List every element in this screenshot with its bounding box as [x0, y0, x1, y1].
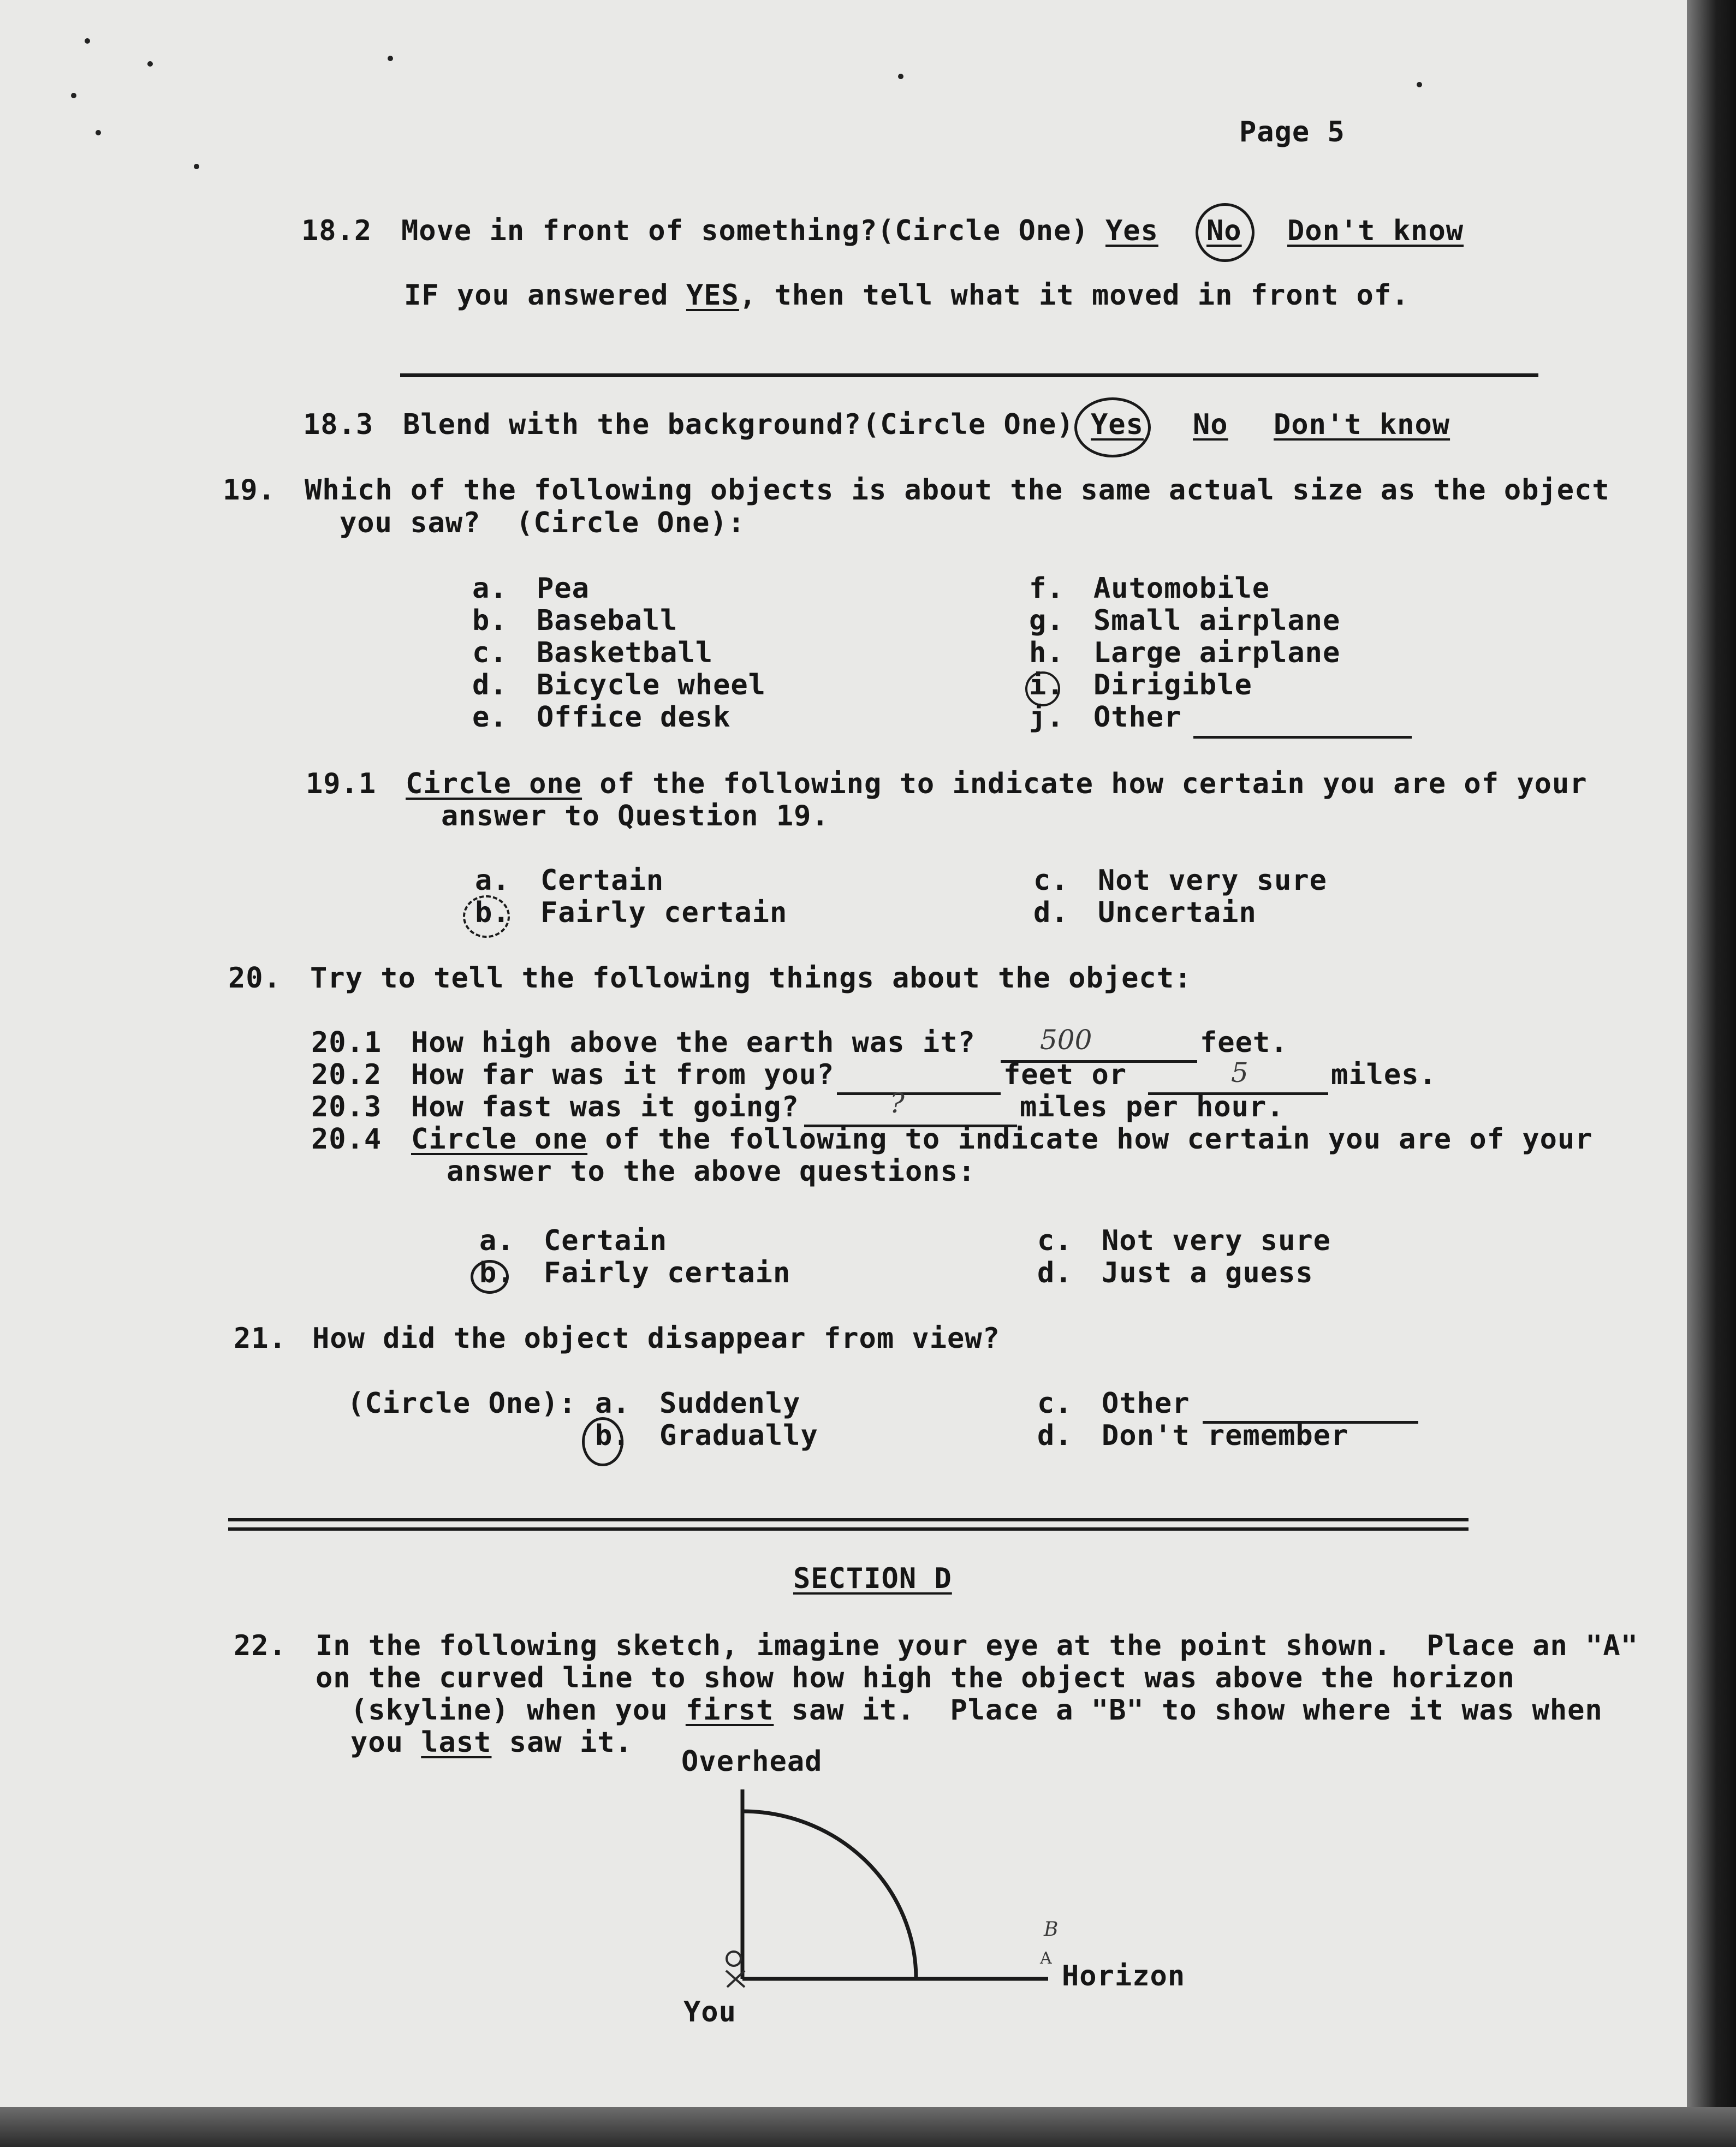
- q20-4-number: 20.4: [311, 1123, 382, 1156]
- q19-option-e-label[interactable]: Office desk: [537, 701, 731, 734]
- followup-post: , then tell what it moved in front of.: [739, 279, 1410, 312]
- q19-1-number: 19.1: [306, 768, 377, 800]
- q21-option-c-label[interactable]: Other: [1102, 1387, 1190, 1420]
- section-divider-bottom: [228, 1527, 1469, 1531]
- q19-option-c-label[interactable]: Basketball: [537, 637, 714, 669]
- sketch-sky-arc: [742, 1811, 916, 1979]
- q19-option-j-letter[interactable]: j.: [1029, 701, 1065, 734]
- sketch-you-label: You: [683, 1996, 736, 2029]
- q21-option-a-letter[interactable]: a.: [595, 1387, 631, 1420]
- q20-4-option-c-letter[interactable]: c.: [1037, 1224, 1073, 1257]
- q18-3-selection-circle: [1074, 397, 1151, 457]
- q20-2-unit-feet: feet or: [1003, 1058, 1127, 1091]
- scan-speck: [388, 56, 393, 61]
- q20-number: 20.: [228, 962, 281, 995]
- q22-number: 22.: [234, 1629, 287, 1662]
- q19-option-i-label[interactable]: Dirigible: [1093, 669, 1252, 701]
- q22-line2: on the curved line to show how high the object was above the horizon: [316, 1662, 1515, 1694]
- q20-4-option-d-letter[interactable]: d.: [1037, 1257, 1073, 1289]
- q18-3-option-dont-know[interactable]: Don't know: [1274, 408, 1450, 441]
- q22-line4-pre: you: [350, 1726, 421, 1759]
- q20-4-option-d-label[interactable]: Just a guess: [1102, 1257, 1313, 1289]
- scan-speck: [898, 74, 903, 79]
- q19-1-option-a-letter[interactable]: a.: [475, 864, 510, 897]
- q20-2-feet-blank[interactable]: [837, 1092, 1001, 1095]
- scan-edge-right: [1687, 0, 1736, 2147]
- q19-1-option-a-label[interactable]: Certain: [540, 864, 664, 897]
- q21-number: 21.: [234, 1322, 287, 1355]
- q18-3-circle-one: (Circle One): [863, 408, 1074, 441]
- q19-option-f-label[interactable]: Automobile: [1093, 572, 1270, 605]
- sketch-mark-b: B: [1044, 1918, 1059, 1941]
- q19-option-g-label[interactable]: Small airplane: [1093, 604, 1341, 637]
- q21-question: How did the object disappear from view?: [312, 1322, 1000, 1355]
- q20-4-circle-one: Circle one: [411, 1123, 588, 1156]
- q19-1-option-d-label[interactable]: Uncertain: [1098, 896, 1257, 929]
- q19-option-j-label[interactable]: Other: [1093, 701, 1182, 734]
- q19-option-a-label[interactable]: Pea: [537, 572, 590, 605]
- scan-speck: [147, 61, 153, 67]
- scan-speck: [1417, 82, 1422, 87]
- scan-speck: [85, 38, 90, 44]
- q18-2-option-dont-know[interactable]: Don't know: [1287, 215, 1464, 247]
- q19-option-c-letter[interactable]: c.: [472, 637, 508, 669]
- q22-line3-pre: (skyline) when you: [350, 1694, 686, 1727]
- sketch-horizon-label: Horizon: [1062, 1960, 1186, 1993]
- q20-intro: Try to tell the following things about the object:: [310, 962, 1192, 995]
- q19-1-option-c-letter[interactable]: c.: [1033, 864, 1069, 897]
- q22-line4-post: saw it.: [491, 1726, 633, 1759]
- q20-4-line1: [411, 1123, 1593, 1156]
- q19-line1: Which of the following objects is about the same actual size as the object: [305, 474, 1610, 507]
- q20-4-selection-circle: [471, 1260, 509, 1294]
- q21-option-b-label[interactable]: Gradually: [659, 1419, 818, 1452]
- q19-1-line1-rest: of the following to indicate how certain you are of your: [582, 768, 1588, 800]
- q19-option-a-letter[interactable]: a.: [472, 572, 508, 605]
- q19-option-h-label[interactable]: Large airplane: [1093, 637, 1341, 669]
- q19-1-option-c-label[interactable]: Not very sure: [1098, 864, 1327, 897]
- q22-first: first: [685, 1694, 774, 1727]
- q20-4-option-c-label[interactable]: Not very sure: [1102, 1224, 1331, 1257]
- q20-2-text: How far was it from you?: [411, 1058, 835, 1091]
- section-divider-top: [228, 1518, 1469, 1521]
- q21-option-a-label[interactable]: Suddenly: [659, 1387, 801, 1420]
- q19-1-line1: [406, 768, 1588, 800]
- scan-speck: [194, 164, 199, 169]
- q18-2-option-no[interactable]: No: [1206, 215, 1242, 247]
- q21-option-d-label[interactable]: Don't remember: [1102, 1419, 1349, 1452]
- section-d-title: SECTION D: [793, 1562, 952, 1595]
- q19-option-d-letter[interactable]: d.: [472, 669, 508, 701]
- q21-circle-one: (Circle One):: [347, 1387, 576, 1420]
- q20-4-option-b-letter[interactable]: b.: [479, 1257, 515, 1289]
- q20-4-line1-rest: of the following to indicate how certain you are of your: [587, 1123, 1593, 1156]
- q22-line1: In the following sketch, imagine your eye at the point shown. Place an "A": [316, 1629, 1638, 1662]
- q22-last: last: [421, 1726, 492, 1759]
- q19-option-d-label[interactable]: Bicycle wheel: [537, 669, 766, 701]
- q20-4-option-a-letter[interactable]: a.: [479, 1224, 515, 1257]
- page-number: Page 5: [1239, 116, 1345, 148]
- scan-edge-bottom: [0, 2107, 1736, 2147]
- q21-selection-circle: [582, 1417, 623, 1466]
- q19-other-blank[interactable]: [1193, 736, 1412, 739]
- q19-option-i-letter[interactable]: i.: [1029, 669, 1065, 701]
- sketch-mark-a: A: [1040, 1949, 1052, 1968]
- q20-3-number: 20.3: [311, 1091, 382, 1123]
- q20-2-handwritten-answer: 5: [1231, 1057, 1249, 1089]
- q21-option-c-letter[interactable]: c.: [1037, 1387, 1073, 1420]
- q22-line4: [350, 1726, 633, 1759]
- q20-2-unit-miles: miles.: [1331, 1058, 1437, 1091]
- q20-4-option-a-label[interactable]: Certain: [544, 1224, 668, 1257]
- q18-2-option-yes[interactable]: Yes: [1105, 215, 1158, 247]
- q18-2-answer-line[interactable]: [400, 373, 1538, 377]
- q19-line2: you saw? (Circle One):: [340, 507, 746, 539]
- q18-2-number: 18.2: [301, 215, 372, 247]
- q19-option-f-letter[interactable]: f.: [1029, 572, 1065, 605]
- q20-4-line2: answer to the above questions:: [447, 1155, 976, 1188]
- q18-3-question: Blend with the background?: [403, 408, 861, 441]
- sketch-diagram[interactable]: [710, 1780, 1092, 1998]
- q21-option-d-letter[interactable]: d.: [1037, 1419, 1073, 1452]
- q19-option-b-letter[interactable]: b.: [472, 604, 508, 637]
- q19-option-e-letter[interactable]: e.: [472, 701, 508, 734]
- q20-3-unit: miles per hour.: [1020, 1091, 1285, 1123]
- q18-2-circle-one: (Circle One): [877, 215, 1089, 247]
- q20-1-handwritten-answer: 500: [1040, 1024, 1092, 1056]
- q18-2-question: Move in front of something?: [401, 215, 878, 247]
- q20-3-text: How fast was it going?: [411, 1091, 799, 1123]
- q19-option-b-label[interactable]: Baseball: [537, 604, 678, 637]
- q19-1-line2: answer to Question 19.: [441, 800, 829, 832]
- q18-2-followup: [404, 279, 1409, 312]
- scan-speck: [71, 93, 76, 98]
- q20-3-handwritten-answer: ?: [890, 1087, 905, 1119]
- q19-1-option-b-label[interactable]: Fairly certain: [540, 896, 788, 929]
- q20-1-text: How high above the earth was it?: [411, 1026, 976, 1059]
- q20-1-number: 20.1: [311, 1026, 382, 1059]
- q19-1-option-d-letter[interactable]: d.: [1033, 896, 1069, 929]
- q20-2-number: 20.2: [311, 1058, 382, 1091]
- q18-3-option-yes[interactable]: Yes: [1091, 408, 1144, 441]
- q20-4-option-b-label[interactable]: Fairly certain: [544, 1257, 791, 1289]
- followup-pre: IF you answered: [404, 279, 686, 312]
- q18-3-number: 18.3: [303, 408, 374, 441]
- q18-2-selection-circle: [1196, 203, 1255, 262]
- q19-option-g-letter[interactable]: g.: [1029, 604, 1065, 637]
- q19-option-h-letter[interactable]: h.: [1029, 637, 1065, 669]
- q19-1-option-b-letter[interactable]: b.: [475, 896, 510, 929]
- q19-1-circle-one: Circle one: [406, 768, 582, 800]
- q22-line3: [350, 1694, 1603, 1727]
- sketch-overhead-label: Overhead: [681, 1745, 823, 1778]
- q21-option-b-letter[interactable]: b.: [595, 1419, 631, 1452]
- q19-number: 19.: [223, 474, 276, 507]
- followup-yes: YES: [686, 279, 739, 312]
- q18-3-option-no[interactable]: No: [1193, 408, 1228, 441]
- q20-1-unit: feet.: [1200, 1026, 1288, 1059]
- scan-speck: [96, 130, 101, 135]
- q19-1-selection-circle: [463, 895, 510, 938]
- q22-line3-post: saw it. Place a "B" to show where it was when: [774, 1694, 1603, 1727]
